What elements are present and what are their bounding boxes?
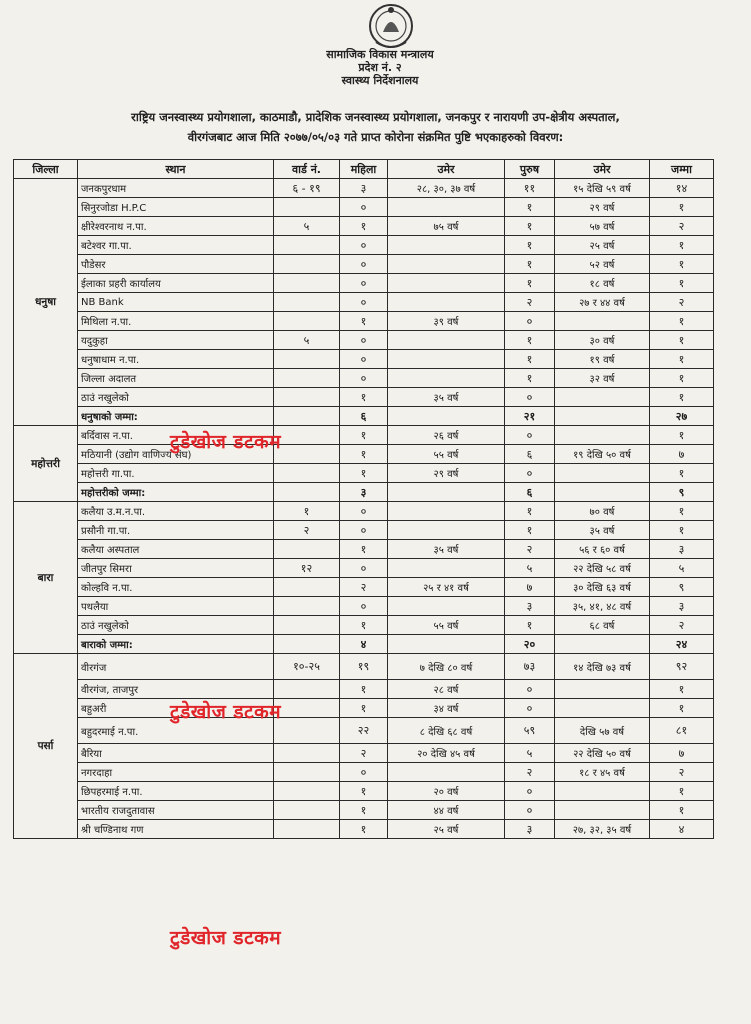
cell-place: ठाउं नखुलेको — [78, 388, 274, 407]
cell-place: बैरिया — [78, 744, 274, 763]
table-row — [14, 597, 714, 616]
cell-female: २ — [340, 744, 388, 763]
cell-female-age: ३५ वर्ष — [388, 388, 505, 407]
watermark: टुडेखोज डटकम — [170, 701, 282, 723]
cell-male-age: देखि ५७ वर्ष — [555, 718, 650, 744]
cell-ward — [274, 801, 340, 820]
cell-female-age — [388, 198, 505, 217]
cell-female-age — [388, 407, 505, 426]
cell-female: ० — [340, 597, 388, 616]
cell-male: ० — [505, 312, 555, 331]
cell-total: १ — [650, 426, 714, 445]
cell-place: ईलाका प्रहरी कार्यालय — [78, 274, 274, 293]
cell-ward — [274, 236, 340, 255]
cell-total: १४ — [650, 179, 714, 198]
cell-female-age: २६ वर्ष — [388, 426, 505, 445]
cell-female: १ — [340, 464, 388, 483]
subject-line-2: वीरगंजबाट आज मिति २०७७/०५/०३ गते प्राप्त कोरोना संक्रमित पुष्टि भएकाहरुको विवरण: — [187, 130, 564, 144]
cell-female: ० — [340, 198, 388, 217]
cell-male: २ — [505, 293, 555, 312]
cell-total: २४ — [650, 635, 714, 654]
cell-male-age: २७, ३२, ३५ वर्ष — [555, 820, 650, 839]
table-row — [14, 820, 714, 839]
cell-male-age — [555, 464, 650, 483]
cell-female: १ — [340, 699, 388, 718]
cell-male: ६ — [505, 483, 555, 502]
cell-female-age — [388, 331, 505, 350]
table-row — [14, 502, 714, 521]
cell-male-age: ५२ वर्ष — [555, 255, 650, 274]
table-row — [14, 744, 714, 763]
cell-female: २ — [340, 578, 388, 597]
cell-total: ५ — [650, 559, 714, 578]
cell-ward — [274, 616, 340, 635]
table-row — [14, 236, 714, 255]
cell-male: १ — [505, 217, 555, 236]
cell-ward — [274, 312, 340, 331]
cell-total: १ — [650, 699, 714, 718]
cell-female-age — [388, 293, 505, 312]
table-row — [14, 616, 714, 635]
cell-male: २१ — [505, 407, 555, 426]
cell-ward — [274, 274, 340, 293]
table-row — [14, 388, 714, 407]
cell-total: ९ — [650, 578, 714, 597]
cell-district: महोत्तरी — [14, 426, 78, 502]
cell-total: २ — [650, 293, 714, 312]
cell-ward: १ — [274, 502, 340, 521]
cell-female: १ — [340, 616, 388, 635]
cell-ward — [274, 464, 340, 483]
cell-ward: १२ — [274, 559, 340, 578]
cell-female: १ — [340, 388, 388, 407]
cell-female-age — [388, 369, 505, 388]
cell-male-age — [555, 801, 650, 820]
cell-male-age: ५६ र ६० वर्ष — [555, 540, 650, 559]
cell-male: ६ — [505, 445, 555, 464]
col-header-total: जम्मा — [650, 160, 714, 179]
cell-place: जिल्ला अदालत — [78, 369, 274, 388]
table-row — [14, 464, 714, 483]
cell-female: ० — [340, 274, 388, 293]
cell-male: १ — [505, 502, 555, 521]
cell-female: १ — [340, 680, 388, 699]
cell-ward: ५ — [274, 217, 340, 236]
cell-place: ठाउं नखुलेको — [78, 616, 274, 635]
cell-male-age: १८ वर्ष — [555, 274, 650, 293]
cell-male: १ — [505, 369, 555, 388]
cell-female: १ — [340, 782, 388, 801]
cell-ward — [274, 426, 340, 445]
cell-male-age: १४ देखि ७३ वर्ष — [555, 654, 650, 680]
cell-total: ३ — [650, 540, 714, 559]
cell-total: १ — [650, 350, 714, 369]
cell-female-age: २९ वर्ष — [388, 464, 505, 483]
cell-male: ० — [505, 426, 555, 445]
cell-place: बर्दिवास न.पा. — [78, 426, 274, 445]
cell-female: ० — [340, 236, 388, 255]
cell-total: ८१ — [650, 718, 714, 744]
cell-male: १ — [505, 255, 555, 274]
cell-ward — [274, 350, 340, 369]
cell-ward — [274, 782, 340, 801]
cell-male-age — [555, 483, 650, 502]
cell-ward — [274, 820, 340, 839]
cell-male: ७३ — [505, 654, 555, 680]
cell-male: ११ — [505, 179, 555, 198]
cell-ward: २ — [274, 521, 340, 540]
cell-place: धनुषाधाम न.पा. — [78, 350, 274, 369]
cell-female: १ — [340, 426, 388, 445]
cell-female-age — [388, 274, 505, 293]
col-header-ward: वार्ड नं. — [274, 160, 340, 179]
cell-female-age: ५५ वर्ष — [388, 445, 505, 464]
cell-male: ० — [505, 680, 555, 699]
cell-female: १ — [340, 445, 388, 464]
cell-female-age: २८ वर्ष — [388, 680, 505, 699]
cell-total: १ — [650, 782, 714, 801]
cell-place: क्षीरेश्वरनाथ न.पा. — [78, 217, 274, 236]
table-row — [14, 782, 714, 801]
cell-female-age — [388, 597, 505, 616]
cell-ward — [274, 540, 340, 559]
cell-male: १ — [505, 331, 555, 350]
cell-place: भारतीय राजदुतावास — [78, 801, 274, 820]
cell-female-age — [388, 483, 505, 502]
cell-place: प्रसौनी गा.पा. — [78, 521, 274, 540]
table-row — [14, 801, 714, 820]
table-row — [14, 331, 714, 350]
cell-ward: ५ — [274, 331, 340, 350]
cell-ward: १०-२५ — [274, 654, 340, 680]
cell-total: १ — [650, 680, 714, 699]
cell-female-age: २५ र ४१ वर्ष — [388, 578, 505, 597]
table-row — [14, 179, 714, 198]
col-header-place: स्थान — [78, 160, 274, 179]
cell-place: बाराको जम्मा: — [78, 635, 274, 654]
district-total-row — [14, 635, 714, 654]
cell-ward — [274, 680, 340, 699]
cell-female: ० — [340, 255, 388, 274]
district-total-row — [14, 407, 714, 426]
cell-place: बहुअरी — [78, 699, 274, 718]
cell-female-age: २० देखि ४५ वर्ष — [388, 744, 505, 763]
cell-ward — [274, 763, 340, 782]
cell-male-age: ३२ वर्ष — [555, 369, 650, 388]
cell-male: ० — [505, 388, 555, 407]
office-line-ministry: सामाजिक विकास मन्त्रालय — [326, 48, 434, 61]
cell-male: २ — [505, 540, 555, 559]
cell-female: ३ — [340, 483, 388, 502]
report-subject — [20, 107, 731, 147]
cell-male: ७ — [505, 578, 555, 597]
cell-total: १ — [650, 464, 714, 483]
office-line-province: प्रदेश नं. २ — [358, 61, 402, 74]
cell-ward — [274, 578, 340, 597]
district-total-row — [14, 483, 714, 502]
cell-total: १ — [650, 255, 714, 274]
table-row — [14, 445, 714, 464]
nepal-emblem-icon — [364, 2, 418, 54]
cell-total: १ — [650, 236, 714, 255]
cell-ward — [274, 407, 340, 426]
table-row — [14, 293, 714, 312]
cell-ward — [274, 293, 340, 312]
cell-ward — [274, 369, 340, 388]
cell-total: १ — [650, 521, 714, 540]
cell-male: ० — [505, 699, 555, 718]
cell-male-age: ३५, ४१, ४८ वर्ष — [555, 597, 650, 616]
cell-total: २ — [650, 217, 714, 236]
cell-place: महोत्तरीको जम्मा: — [78, 483, 274, 502]
table-row — [14, 718, 714, 744]
office-heading — [250, 48, 510, 87]
table-row — [14, 654, 714, 680]
cell-place: वीरगंज — [78, 654, 274, 680]
cell-female: १ — [340, 801, 388, 820]
cell-total: ३ — [650, 597, 714, 616]
cell-male-age — [555, 635, 650, 654]
cell-total: १ — [650, 331, 714, 350]
cell-ward — [274, 255, 340, 274]
table-row — [14, 312, 714, 331]
cell-place: कोल्हवि न.पा. — [78, 578, 274, 597]
cell-male-age: २२ देखि ५८ वर्ष — [555, 559, 650, 578]
cell-male-age: १९ देखि ५० वर्ष — [555, 445, 650, 464]
cell-female: ० — [340, 331, 388, 350]
cell-female: २२ — [340, 718, 388, 744]
cell-male: ० — [505, 801, 555, 820]
col-header-male-age: उमेर — [555, 160, 650, 179]
table-row — [14, 274, 714, 293]
cell-ward — [274, 388, 340, 407]
table-row — [14, 426, 714, 445]
cell-male: ३ — [505, 820, 555, 839]
cell-male: १ — [505, 521, 555, 540]
cell-total: १ — [650, 388, 714, 407]
cell-male: ० — [505, 782, 555, 801]
table-row — [14, 680, 714, 699]
cell-male: ५ — [505, 559, 555, 578]
cell-place: NB Bank — [78, 293, 274, 312]
table-row — [14, 763, 714, 782]
cell-male-age — [555, 680, 650, 699]
cell-male-age: २२ देखि ५० वर्ष — [555, 744, 650, 763]
table-header-row — [14, 160, 714, 179]
cell-female: ० — [340, 350, 388, 369]
cell-female: ० — [340, 369, 388, 388]
cell-total: ९२ — [650, 654, 714, 680]
table-row — [14, 198, 714, 217]
cell-total: १ — [650, 274, 714, 293]
cell-male-age — [555, 782, 650, 801]
cell-place: मिथिला न.पा. — [78, 312, 274, 331]
cell-female: ० — [340, 763, 388, 782]
table-row — [14, 369, 714, 388]
cell-female: ० — [340, 502, 388, 521]
cell-female-age: ७५ वर्ष — [388, 217, 505, 236]
cell-place: कलैया उ.म.न.पा. — [78, 502, 274, 521]
cell-place: मठियानी (उद्योग वाणिज्य संघ) — [78, 445, 274, 464]
cell-total: ९ — [650, 483, 714, 502]
cell-male: २ — [505, 763, 555, 782]
cell-female-age — [388, 521, 505, 540]
cell-female-age: २५ वर्ष — [388, 820, 505, 839]
table-row — [14, 559, 714, 578]
cell-male: २० — [505, 635, 555, 654]
cell-place: जीतपुर सिमरा — [78, 559, 274, 578]
cell-male-age: ६८ वर्ष — [555, 616, 650, 635]
cell-male-age: ३० देखि ६३ वर्ष — [555, 578, 650, 597]
cell-place: महोत्तरी गा.पा. — [78, 464, 274, 483]
cell-district: धनुषा — [14, 179, 78, 426]
cell-ward — [274, 635, 340, 654]
table-row — [14, 540, 714, 559]
cell-female-age: ५५ वर्ष — [388, 616, 505, 635]
cell-place: पथलैया — [78, 597, 274, 616]
cell-place: सिनुरजोडा H.P.C — [78, 198, 274, 217]
table-row — [14, 699, 714, 718]
cell-place: कलैया अस्पताल — [78, 540, 274, 559]
table-row — [14, 350, 714, 369]
cell-male-age: १५ देखि ५९ वर्ष — [555, 179, 650, 198]
cell-ward — [274, 597, 340, 616]
cell-place: बहुदरमाई न.पा. — [78, 718, 274, 744]
cell-place: पौडेसर — [78, 255, 274, 274]
cell-female-age: ४४ वर्ष — [388, 801, 505, 820]
cell-female: ० — [340, 559, 388, 578]
cell-female-age — [388, 350, 505, 369]
cell-male-age — [555, 312, 650, 331]
cell-place: वीरगंज, ताजपुर — [78, 680, 274, 699]
cell-male: ५ — [505, 744, 555, 763]
cell-female-age — [388, 236, 505, 255]
cell-female: १ — [340, 312, 388, 331]
cell-ward — [274, 744, 340, 763]
cell-total: २ — [650, 616, 714, 635]
cell-female: १ — [340, 820, 388, 839]
cell-male-age: १९ वर्ष — [555, 350, 650, 369]
cell-ward — [274, 198, 340, 217]
cell-male: १ — [505, 198, 555, 217]
cell-female: ३ — [340, 179, 388, 198]
cell-place: नगरदाहा — [78, 763, 274, 782]
cell-male: ० — [505, 464, 555, 483]
cell-place: श्री चण्डिनाथ गण — [78, 820, 274, 839]
cell-female-age: ३९ वर्ष — [388, 312, 505, 331]
cell-total: १ — [650, 801, 714, 820]
cell-female: ४ — [340, 635, 388, 654]
cell-male-age — [555, 699, 650, 718]
cell-total: १ — [650, 502, 714, 521]
cell-male-age: ३५ वर्ष — [555, 521, 650, 540]
cell-female-age: ८ देखि ६८ वर्ष — [388, 718, 505, 744]
cell-male-age: ५७ वर्ष — [555, 217, 650, 236]
cell-male-age: १८ र ४५ वर्ष — [555, 763, 650, 782]
col-header-district: जिल्ला — [14, 160, 78, 179]
cell-total: ७ — [650, 445, 714, 464]
cell-female: ० — [340, 293, 388, 312]
cell-place: जनकपुरधाम — [78, 179, 274, 198]
subject-line-1: राष्ट्रिय जनस्वास्थ्य प्रयोगशाला, काठमाडौ, प्रादेशिक जनस्वास्थ्य प्रयोगशाला, जनकपुर र नारायणी उप-क्षेत्रीय अस्पताल, — [131, 110, 620, 124]
cell-ward — [274, 483, 340, 502]
cell-male: ३ — [505, 597, 555, 616]
cell-ward — [274, 445, 340, 464]
cell-total: २७ — [650, 407, 714, 426]
cell-female-age — [388, 255, 505, 274]
cell-male: १ — [505, 616, 555, 635]
cell-total: ७ — [650, 744, 714, 763]
table-row — [14, 217, 714, 236]
cell-female: १ — [340, 540, 388, 559]
cell-place: यदुकुहा — [78, 331, 274, 350]
cell-district: पर्सा — [14, 654, 78, 839]
cell-male: १ — [505, 350, 555, 369]
cell-male-age — [555, 407, 650, 426]
cell-male-age: ७० वर्ष — [555, 502, 650, 521]
office-line-directorate: स्वास्थ्य निर्देशनालय — [341, 74, 419, 87]
cell-female-age — [388, 763, 505, 782]
col-header-female-age: उमेर — [388, 160, 505, 179]
table-row — [14, 578, 714, 597]
cell-male-age — [555, 426, 650, 445]
col-header-male: पुरुष — [505, 160, 555, 179]
cell-female: १ — [340, 217, 388, 236]
cell-female-age — [388, 635, 505, 654]
cell-total: १ — [650, 312, 714, 331]
cell-male-age: २७ र ४४ वर्ष — [555, 293, 650, 312]
col-header-female: महिला — [340, 160, 388, 179]
cell-female-age: ३४ वर्ष — [388, 699, 505, 718]
cell-total: १ — [650, 369, 714, 388]
cell-female: ० — [340, 521, 388, 540]
cell-ward — [274, 699, 340, 718]
cell-female-age: ७ देखि ८० वर्ष — [388, 654, 505, 680]
cell-female-age: २८, ३०, ३७ वर्ष — [388, 179, 505, 198]
cell-female-age: २० वर्ष — [388, 782, 505, 801]
cell-male-age: २९ वर्ष — [555, 198, 650, 217]
cell-ward — [274, 718, 340, 744]
cell-total: १ — [650, 198, 714, 217]
cell-female-age: ३५ वर्ष — [388, 540, 505, 559]
cell-total: ४ — [650, 820, 714, 839]
table-row — [14, 255, 714, 274]
table-row — [14, 521, 714, 540]
watermark: टुडेखोज डटकम — [170, 431, 282, 453]
cell-male-age: २५ वर्ष — [555, 236, 650, 255]
cell-place: छिपहरमाई न.पा. — [78, 782, 274, 801]
cell-female-age — [388, 502, 505, 521]
cell-male-age: ३० वर्ष — [555, 331, 650, 350]
cell-female: ६ — [340, 407, 388, 426]
cell-district: बारा — [14, 502, 78, 654]
watermark: टुडेखोज डटकम — [170, 927, 282, 949]
cell-place: बटेश्वर गा.पा. — [78, 236, 274, 255]
cell-ward: ६ - १९ — [274, 179, 340, 198]
cell-female-age — [388, 559, 505, 578]
cell-male: १ — [505, 274, 555, 293]
cell-female: १९ — [340, 654, 388, 680]
cell-male: ५९ — [505, 718, 555, 744]
cell-total: २ — [650, 763, 714, 782]
cases-table — [13, 159, 714, 839]
cell-male-age — [555, 388, 650, 407]
cell-place: धनुषाको जम्मा: — [78, 407, 274, 426]
cell-male: १ — [505, 236, 555, 255]
